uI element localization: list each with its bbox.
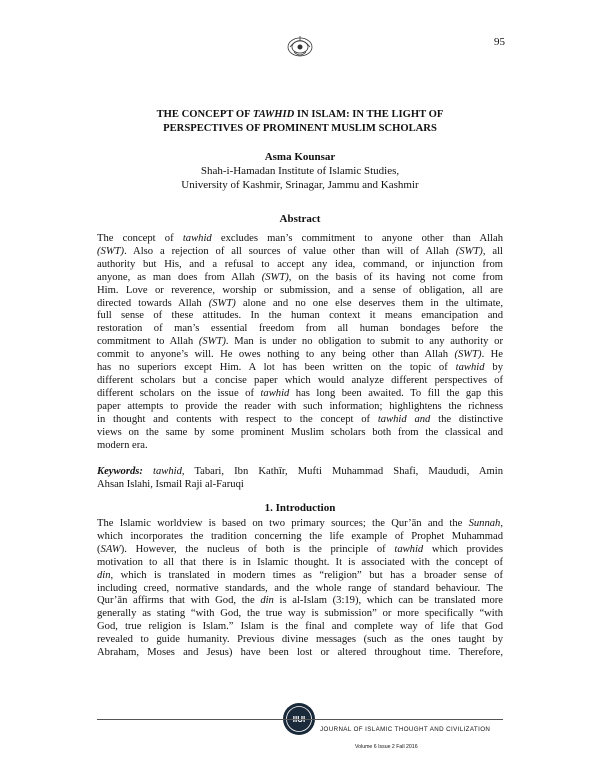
introduction-heading: 1. Introduction (264, 502, 336, 514)
author-name: Asma Kounsar (264, 151, 336, 163)
logo-text: IIUI (292, 715, 306, 724)
introduction-text: The Islamic worldview is based on two primary sources; the Qur’ān and the Sunnah, which incorporates the tradition concerning the life example of Prophet Muhammad (SAW). However, the nucleus of both is the principle of tawhid which provides motivation to all that there is in Islamic thought. It is associated with the concept of din, which is translated in modern times as “religion” but has a broader sense of including creed, normative standards, and the whole range of standard behaviour. The Qur’ān affirms that with God, the din is al-Islam (3:19), which can be translated more generally as stating “with God, the true way is submission” or more specifically “with God, true religion is Islam.” Islam is the final and complete way of life that God revealed to guide humanity. Previous divine messages (such as the ones taught by Abraham, Moses and Jesus) have been lost or altered throughout time. Therefore, (97, 518, 503, 659)
title-line-1: THE CONCEPT OF TAWHID IN ISLAM: IN THE LIGHT OF (156, 109, 444, 120)
author-university: University of Kashmir, Srinagar, Jammu and Kashmir (181, 179, 419, 191)
author-block (100, 150, 500, 192)
journal-emblem-icon (285, 32, 315, 60)
keywords: Keywords: tawhid, Tabari, Ibn Kathīr, Mufti Muhammad Shafi, Maududi, Amin Ahsan Islahi, Ismail Raji al-Faruqi (97, 466, 503, 490)
journal-name: JOURNAL OF ISLAMIC THOUGHT AND CIVILIZATION (320, 726, 491, 733)
abstract-text: The concept of tawhid excludes man’s commitment to anyone other than Allah (SWT). Also a rejection of all sources of value other than will of Allah (SWT), all authority but His, and a refusal to accept any idea, command, or injunction from anyone, as man does from Allah (SWT), on the basis of its having not come from Him. Love or reverence, worship or submission, and a sense of obligation, all are directed towards Allah (SWT) alone and no one else deserves them in the ultimate, full sense of these attitudes. In the human context it means emancipation and restoration of man’s essential freedom from all human bondages before the commitment to Allah (SWT). Man is under no obligation to submit to any authority or commit to anyone’s will. He owes nothing to any being other than Allah (SWT). He has no superiors except Him. A lot has been written on the topic of tawhid by different scholars but a concise paper which would analyze different perspectives of different scholars on the issue of tawhid has long been awaited. To fill the gap this paper attempts to provide the reader with such information; highlightens the richness in thought and contents with respect to the concept of tawhid and the distinctive views on the same by some prominent Muslim scholars both from the classical and modern era. (97, 233, 504, 451)
keywords-label: Keywords: (97, 466, 143, 477)
author-affiliation: Shah-i-Hamadan Institute of Islamic Studies, (200, 165, 400, 177)
journal-issue: Volume 6 Issue 2 Fall 2016 (355, 744, 418, 750)
abstract-heading: Abstract (279, 213, 321, 225)
title-line-2: PERSPECTIVES OF PROMINENT MUSLIM SCHOLARS (163, 123, 437, 134)
paper-title (100, 108, 500, 136)
footer-divider (97, 719, 503, 720)
page-number: 95 (494, 36, 505, 48)
